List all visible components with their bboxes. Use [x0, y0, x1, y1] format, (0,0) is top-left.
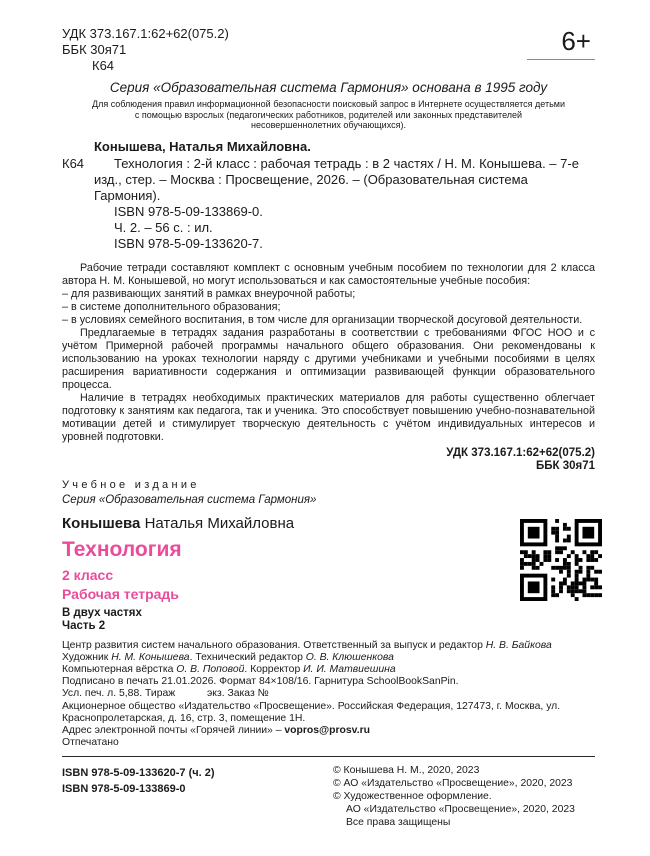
- layout-name: О. В. Поповой: [176, 663, 245, 675]
- edition-block: [62, 479, 595, 632]
- annotation-bullet-1: – для развивающих занятий в рамках внеурочной работы;: [62, 287, 356, 300]
- book-title: Технология: [62, 537, 182, 561]
- catalog-entry-code: К64: [62, 155, 85, 171]
- catalog-code-header: К64: [92, 58, 115, 73]
- copyright-line-design-publisher: АО «Издательство «Просвещение», 2020, 2023: [346, 803, 575, 815]
- annotation-bullet-2: – в системе дополнительного образования;: [62, 300, 281, 313]
- copyright-block: [333, 765, 595, 829]
- copyright-line-design: © Художественное оформление.: [333, 790, 492, 802]
- information-safety-note: Для соблюдения правил информационной безопасности поисковый запрос в Интернете осуществляется детьми с помощью взрослых (педагогических работников, родителей или законных представителей несовершеннолетних обучающихся).: [91, 99, 566, 130]
- imprint-text: Художник: [62, 651, 112, 663]
- imprint-text: . Корректор: [244, 663, 304, 675]
- imprint-line-publisher-address: Акционерное общество «Издательство «Просвещение». Российская Федерация, 127473, г. Москва, ул. Краснопролетарская, д. 16, стр. 3, помещение 1Н.: [62, 700, 561, 724]
- copyright-line-publisher: © АО «Издательство «Просвещение», 2020, 2023: [333, 778, 573, 790]
- footer-row: [62, 756, 595, 829]
- age-rating-badge: 6+: [527, 26, 595, 60]
- email-label: Адрес электронной почты «Горячей линии» –: [62, 724, 285, 736]
- editor-name: Н. В. Байкова: [485, 639, 552, 651]
- isbn-line-first: ISBN 978-5-09-133869-0.: [114, 203, 263, 219]
- imprint-line-editor: [62, 640, 595, 652]
- annotation-block: [62, 262, 595, 444]
- grade-label: 2 класс: [62, 566, 114, 583]
- annotation-paragraph-1: Рабочие тетради составляют комплект с основным учебным пособием по технологии для 2 класса автора Н. М. Конышевой, но могут использоваться и как самостоятельные учебные пособия:: [62, 261, 595, 287]
- annotation-paragraph-2: Предлагаемые в тетрадях задания разработаны в соответствии с требованиями ФГОС НОО и с учётом Примерной рабочей программы начального общего образования. Они рекомендованы к использованию на уроках технологии наряду с другими учебниками и учебными пособиями в целях расширения вариативности содержания и оптимизации развивающей функции образовательного процесса.: [62, 326, 595, 391]
- edition-author: [62, 515, 595, 532]
- imprint-line-print-info: Подписано в печать 21.01.2026. Формат 84×108/16. Гарнитура SchoolBookSanPin.: [62, 676, 459, 688]
- imprint-line-email: [62, 725, 595, 737]
- copyright-line-author: © Конышева Н. М., 2020, 2023: [333, 765, 480, 777]
- series-note: Серия «Образовательная система Гармония» основана в 1995 году: [109, 80, 548, 95]
- tech-editor-name: О. В. Клюшенкова: [305, 651, 394, 663]
- catalog-description: Технология : 2-й класс : рабочая тетрадь : в 2 частях / Н. М. Конышева. – 7-е изд., стер. – Москва : Просвещение, 2026. – (Образовательная система Гармония).: [94, 155, 579, 203]
- imprint-text: Компьютерная вёрстка: [62, 663, 177, 675]
- book-subtitle: Рабочая тетрадь: [62, 585, 179, 602]
- header-row: [62, 26, 595, 74]
- parts-label: В двух частях: [62, 606, 142, 619]
- footer-isbn-block: [62, 765, 215, 829]
- copyright-line-rights: Все права защищены: [346, 816, 451, 828]
- catalog-entry: [62, 156, 595, 252]
- annotation-bullet-3: – в условиях семейного воспитания, в том числе для организации творческой досуговой деятельности.: [62, 313, 583, 326]
- hotline-email: vopros@prosv.ru: [284, 724, 370, 736]
- edition-kind: Учебное издание: [62, 478, 200, 491]
- edition-series: Серия «Образовательная система Гармония»: [62, 493, 317, 506]
- author-given-names: Наталья Михайловна: [140, 514, 295, 532]
- bbk-code: ББК 30я71: [62, 42, 127, 57]
- udk-code: УДК 373.167.1:62+62(075.2): [62, 26, 229, 41]
- qr-code: [520, 519, 602, 601]
- annotation-paragraph-3: Наличие в тетрадях необходимых практических материалов для работы существенно облегчает подготовку к занятиям как педагога, так и ученика. Это способствует повышению учебно-познавательной мотивации детей и стимулирует творческую деятельность с учётом индивидуальных интересов и уровней подготовки.: [62, 391, 595, 443]
- catalog-text: [94, 156, 595, 252]
- imprint-text: . Технический редактор: [189, 651, 306, 663]
- udk-code-right: УДК 373.167.1:62+62(075.2): [446, 446, 595, 459]
- footer-isbn-part: ISBN 978-5-09-133620-7 (ч. 2): [62, 767, 215, 780]
- imprint-line-print-run: Усл. печ. л. 5,88. Тираж экз. Заказ №: [62, 688, 292, 700]
- part-info-line: Ч. 2. – 56 с. : ил.: [114, 219, 213, 235]
- footer-isbn-full: ISBN 978-5-09-133869-0: [62, 783, 186, 796]
- isbn-line-second: ISBN 978-5-09-133620-7.: [114, 235, 263, 251]
- imprint-line-artist: [62, 652, 595, 664]
- imprint-line-layout: [62, 664, 595, 676]
- imprint-block: [62, 640, 595, 750]
- imprint-text: Центр развития систем начального образования. Ответственный за выпуск и редактор: [62, 639, 486, 651]
- bbk-code-right: ББК 30я71: [535, 459, 595, 472]
- author-heading: Конышева, Наталья Михайловна.: [94, 138, 311, 154]
- part-label: Часть 2: [62, 619, 106, 632]
- artist-name: Н. М. Конышева: [111, 651, 190, 663]
- author-surname: Конышева: [62, 514, 141, 532]
- proofreader-name: И. И. Матвиешина: [303, 663, 396, 675]
- classification-codes-right: [62, 447, 595, 473]
- classification-codes: [62, 26, 229, 74]
- imprint-line-printed: Отпечатано: [62, 737, 119, 749]
